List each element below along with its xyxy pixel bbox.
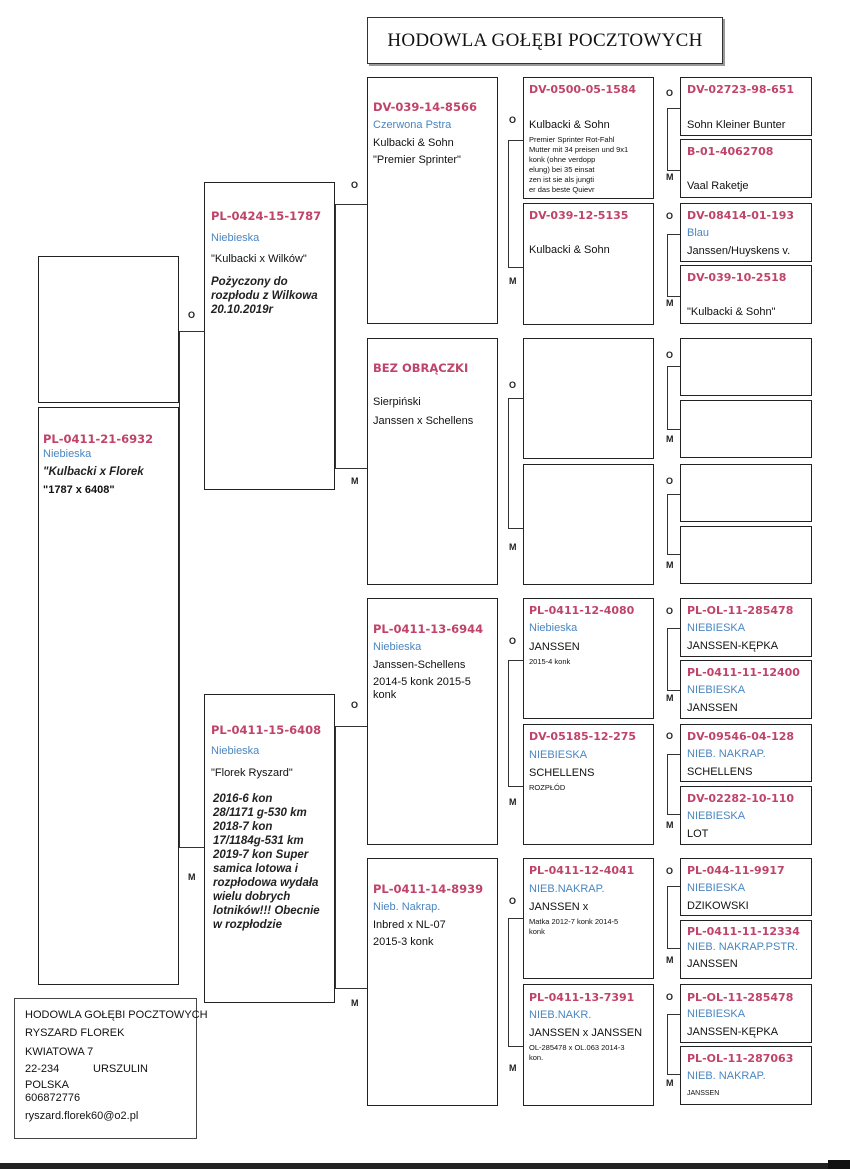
ancestor-card bbox=[680, 139, 812, 198]
great-grandparent-card bbox=[523, 984, 654, 1106]
ring-number: B-01-4062708 bbox=[687, 145, 774, 158]
pigeon-note: konk bbox=[529, 927, 545, 936]
pigeon-note: ROZPŁÓD bbox=[529, 783, 566, 792]
sire-label: O bbox=[666, 606, 674, 616]
pigeon-line: JANSSEN bbox=[687, 702, 738, 714]
dam-label: M bbox=[666, 693, 674, 703]
dam-label: M bbox=[666, 298, 674, 308]
mother-note: 2018-7 kon bbox=[213, 821, 273, 833]
great-grandparent-card-empty bbox=[523, 338, 654, 459]
ring-number: PL-0411-12-4041 bbox=[529, 864, 635, 877]
ring-number: DV-039-14-8566 bbox=[373, 100, 477, 114]
pigeon-line: JANSSEN x JANSSEN bbox=[529, 1027, 643, 1039]
ring-number: DV-08414-01-193 bbox=[687, 209, 795, 222]
breeder-name: HODOWLA GOŁĘBI POCZTOWYCH bbox=[25, 1009, 208, 1021]
breeder-street: KWIATOWA 7 bbox=[25, 1046, 94, 1058]
pigeon-line: "Kulbacki & Sohn" bbox=[687, 306, 776, 318]
ring-number: PL-OL-11-285478 bbox=[687, 991, 794, 1004]
pigeon-color: NIEBIESKA bbox=[687, 622, 746, 634]
dam-label: M bbox=[509, 1063, 517, 1073]
pigeon-line: JANSSEN bbox=[687, 1090, 720, 1097]
pigeon-note: konk (ohne verdopp bbox=[529, 155, 596, 164]
mother-note: wielu dobrych bbox=[213, 891, 291, 903]
pigeon-color: Blau bbox=[687, 227, 710, 239]
ancestor-card bbox=[680, 858, 812, 916]
sire-label: O bbox=[351, 180, 359, 190]
dam-label: M bbox=[509, 797, 517, 807]
ancestor-card-empty bbox=[680, 526, 812, 584]
sire-label: O bbox=[666, 476, 674, 486]
pigeon-note: kon. bbox=[529, 1053, 544, 1062]
dam-label: M bbox=[666, 955, 674, 965]
ring-number: PL-0411-13-6944 bbox=[373, 622, 484, 636]
ring-number: PL-OL-11-287063 bbox=[687, 1052, 794, 1065]
ring-number: PL-0411-12-4080 bbox=[529, 604, 635, 617]
father-card bbox=[204, 182, 335, 490]
great-grandparent-card bbox=[523, 203, 654, 325]
breeder-phone: 606872776 bbox=[25, 1092, 81, 1104]
mother-note: 2016-6 kon bbox=[213, 793, 273, 805]
ring-number: DV-09546-04-128 bbox=[687, 730, 795, 743]
breeder-contact-box bbox=[14, 998, 208, 1139]
grandsire-maternal-card bbox=[367, 598, 498, 845]
great-grandparent-card bbox=[523, 724, 654, 845]
dam-label: M bbox=[666, 560, 674, 570]
ring-number: BEZ OBRĄCZKI bbox=[373, 361, 469, 375]
ring-number: PL-0411-15-6408 bbox=[211, 723, 322, 737]
dam-label: M bbox=[509, 542, 517, 552]
dam-label: M bbox=[188, 872, 196, 882]
ancestor-card bbox=[680, 724, 812, 782]
pigeon-color: Niebieska bbox=[211, 745, 260, 757]
sire-label: O bbox=[666, 992, 674, 1002]
pigeon-line: Sohn Kleiner Bunter bbox=[687, 119, 786, 131]
ring-number: PL-0411-14-8939 bbox=[373, 882, 484, 896]
sire-label: O bbox=[666, 88, 674, 98]
photo-placeholder bbox=[38, 256, 179, 403]
pigeon-line: JANSSEN bbox=[529, 641, 580, 653]
pigeon-note: elung) bei 35 einsat bbox=[529, 165, 595, 174]
pigeon-line: "Kulbacki x Florek bbox=[43, 466, 144, 478]
father-note: 20.10.2019r bbox=[211, 304, 274, 316]
ring-number: PL-0411-21-6932 bbox=[43, 432, 154, 446]
pigeon-color: NIEBIESKA bbox=[687, 684, 746, 696]
main-pigeon-card bbox=[38, 407, 179, 985]
dam-label: M bbox=[666, 1078, 674, 1088]
pigeon-color: NIEBIESKA bbox=[529, 749, 588, 761]
father-note: rozpłodu z Wilkowa bbox=[211, 290, 318, 302]
ancestor-card bbox=[680, 660, 812, 719]
ancestor-card bbox=[680, 77, 812, 136]
sire-label: O bbox=[666, 731, 674, 741]
ancestor-card bbox=[680, 598, 812, 657]
breeder-country: POLSKA bbox=[25, 1079, 70, 1091]
pigeon-line: Janssen/Huyskens v. bbox=[687, 245, 791, 257]
pigeon-note: er das beste Quievr bbox=[529, 185, 595, 194]
pigeon-line: LOT bbox=[687, 828, 709, 840]
pigeon-line: Kulbacki & Sohn bbox=[529, 244, 610, 256]
grandsire-paternal-card bbox=[367, 77, 498, 324]
pigeon-color: NIEBIESKA bbox=[687, 882, 746, 894]
ring-number: DV-02723-98-651 bbox=[687, 83, 795, 96]
pigeon-line: Sierpiński bbox=[373, 396, 421, 408]
sire-label: O bbox=[188, 310, 196, 320]
pigeon-line: 2014-5 konk 2015-5 bbox=[373, 676, 471, 688]
pigeon-line: Janssen x Schellens bbox=[373, 415, 474, 427]
ring-number: PL-OL-11-285478 bbox=[687, 604, 794, 617]
ancestor-card-empty bbox=[680, 464, 812, 522]
pigeon-line: JANSSEN-KĘPKA bbox=[687, 640, 779, 652]
pigeon-line: "Florek Ryszard" bbox=[211, 767, 293, 779]
pigeon-color: Niebieska bbox=[529, 622, 578, 634]
pigeon-color: NIEB.NAKRAP. bbox=[529, 883, 605, 895]
pigeon-note: Premier Sprinter Rot-Fahl bbox=[529, 135, 615, 144]
granddam-paternal-card bbox=[367, 338, 498, 585]
ring-number: PL-0411-11-12400 bbox=[687, 666, 800, 679]
sire-label: O bbox=[666, 211, 674, 221]
ring-number: DV-039-12-5135 bbox=[529, 209, 629, 222]
great-grandparent-card bbox=[523, 77, 654, 199]
ancestor-card bbox=[680, 920, 812, 979]
pigeon-line: "Kulbacki x Wilków" bbox=[211, 253, 307, 265]
sire-label: O bbox=[509, 380, 517, 390]
ring-number: DV-02282-10-110 bbox=[687, 792, 795, 805]
pigeon-color: NIEB. NAKRAP.PSTR. bbox=[687, 941, 799, 953]
pigeon-color: NIEB. NAKRAP. bbox=[687, 748, 766, 760]
mother-card bbox=[204, 694, 335, 1003]
mother-note: 28/1171 g-530 km bbox=[213, 807, 307, 819]
pigeon-color: Czerwona Pstra bbox=[373, 119, 452, 131]
pigeon-color: Niebieska bbox=[373, 641, 422, 653]
ancestor-card bbox=[680, 203, 812, 262]
pigeon-line: JANSSEN-KĘPKA bbox=[687, 1026, 779, 1038]
sire-label: O bbox=[509, 636, 517, 646]
ancestor-card bbox=[680, 265, 812, 324]
great-grandparent-card bbox=[523, 858, 654, 979]
scan-edge-mark bbox=[828, 1160, 850, 1169]
pigeon-color: Nieb. Nakrap. bbox=[373, 901, 441, 913]
pigeon-line: JANSSEN bbox=[687, 958, 738, 970]
ancestor-card bbox=[680, 1046, 812, 1105]
pigeon-color: NIEB.NAKR. bbox=[529, 1009, 592, 1021]
pigeon-line: Janssen-Schellens bbox=[373, 659, 466, 671]
ring-number: PL-0411-13-7391 bbox=[529, 991, 635, 1004]
dam-label: M bbox=[666, 434, 674, 444]
sire-label: O bbox=[509, 115, 517, 125]
pigeon-line: Vaal Raketje bbox=[687, 180, 749, 192]
ring-number: DV-05185-12-275 bbox=[529, 730, 637, 743]
pigeon-line: DZIKOWSKI bbox=[687, 900, 749, 912]
breeder-city: URSZULIN bbox=[93, 1063, 149, 1075]
ring-number: PL-0411-11-12334 bbox=[687, 925, 800, 938]
pigeon-line: SCHELLENS bbox=[529, 767, 595, 779]
great-grandparent-card bbox=[523, 598, 654, 719]
sire-label: O bbox=[666, 350, 674, 360]
pigeon-color: NIEBIESKA bbox=[687, 810, 746, 822]
dam-label: M bbox=[666, 820, 674, 830]
ancestor-card bbox=[680, 786, 812, 845]
pigeon-line: "1787 x 6408" bbox=[43, 484, 115, 496]
pigeon-line: konk bbox=[373, 689, 397, 701]
pigeon-line: SCHELLENS bbox=[687, 766, 753, 778]
pigeon-note: Matka 2012-7 konk 2014-5 bbox=[529, 917, 619, 926]
pigeon-note: Mutter mit 34 preisen und 9x1 bbox=[529, 145, 629, 154]
pigeon-note: zen ist sie als jungti bbox=[529, 175, 595, 184]
pigeon-line: 2015-3 konk bbox=[373, 936, 434, 948]
mother-note: 17/1184g-531 km bbox=[213, 835, 304, 847]
mother-note: rozpłodowa wydała bbox=[213, 877, 319, 889]
mother-note: samica lotowa i bbox=[213, 863, 299, 875]
ring-number: PL-044-11-9917 bbox=[687, 864, 785, 877]
dam-label: M bbox=[351, 998, 359, 1008]
father-note: Pożyczony do bbox=[211, 276, 288, 288]
sire-label: O bbox=[509, 896, 517, 906]
sire-label: O bbox=[351, 700, 359, 710]
ancestor-card-empty bbox=[680, 338, 812, 396]
pigeon-color: NIEB. NAKRAP. bbox=[687, 1070, 766, 1082]
pigeon-line: Inbred x NL-07 bbox=[373, 919, 446, 931]
ancestor-card bbox=[680, 984, 812, 1043]
ring-number: DV-0500-05-1584 bbox=[529, 83, 637, 96]
pigeon-line: Kulbacki & Sohn bbox=[529, 119, 610, 131]
ring-number: DV-039-10-2518 bbox=[687, 271, 787, 284]
granddam-maternal-card bbox=[367, 858, 498, 1106]
mother-note: 2019-7 kon Super bbox=[213, 849, 309, 861]
pigeon-line: "Premier Sprinter" bbox=[373, 154, 461, 166]
pigeon-line: Kulbacki & Sohn bbox=[373, 137, 454, 149]
dam-label: M bbox=[509, 276, 517, 286]
ring-number: PL-0424-15-1787 bbox=[211, 209, 322, 223]
pigeon-color: NIEBIESKA bbox=[687, 1008, 746, 1020]
mother-note: w rozpłodzie bbox=[213, 919, 282, 931]
pigeon-color: Niebieska bbox=[211, 232, 260, 244]
pigeon-note: 2015-4 konk bbox=[529, 657, 571, 666]
breeder-zip: 22-234 bbox=[25, 1063, 60, 1075]
breeder-email[interactable]: ryszard.florek60@o2.pl bbox=[25, 1110, 139, 1122]
ancestor-card-empty bbox=[680, 400, 812, 458]
dam-label: M bbox=[666, 172, 674, 182]
dam-label: M bbox=[351, 476, 359, 486]
mother-note: lotników!!! Obecnie bbox=[213, 905, 320, 917]
breeder-owner: RYSZARD FLOREK bbox=[25, 1027, 125, 1039]
pigeon-note: OL-285478 x OL.063 2014-3 bbox=[529, 1043, 625, 1052]
pigeon-color: Niebieska bbox=[43, 448, 92, 460]
great-grandparent-card-empty bbox=[523, 464, 654, 585]
page-title: HODOWLA GOŁĘBI POCZTOWYCH bbox=[367, 17, 723, 64]
sire-label: O bbox=[666, 866, 674, 876]
pigeon-line: JANSSEN x bbox=[529, 901, 589, 913]
scan-edge bbox=[0, 1163, 850, 1169]
